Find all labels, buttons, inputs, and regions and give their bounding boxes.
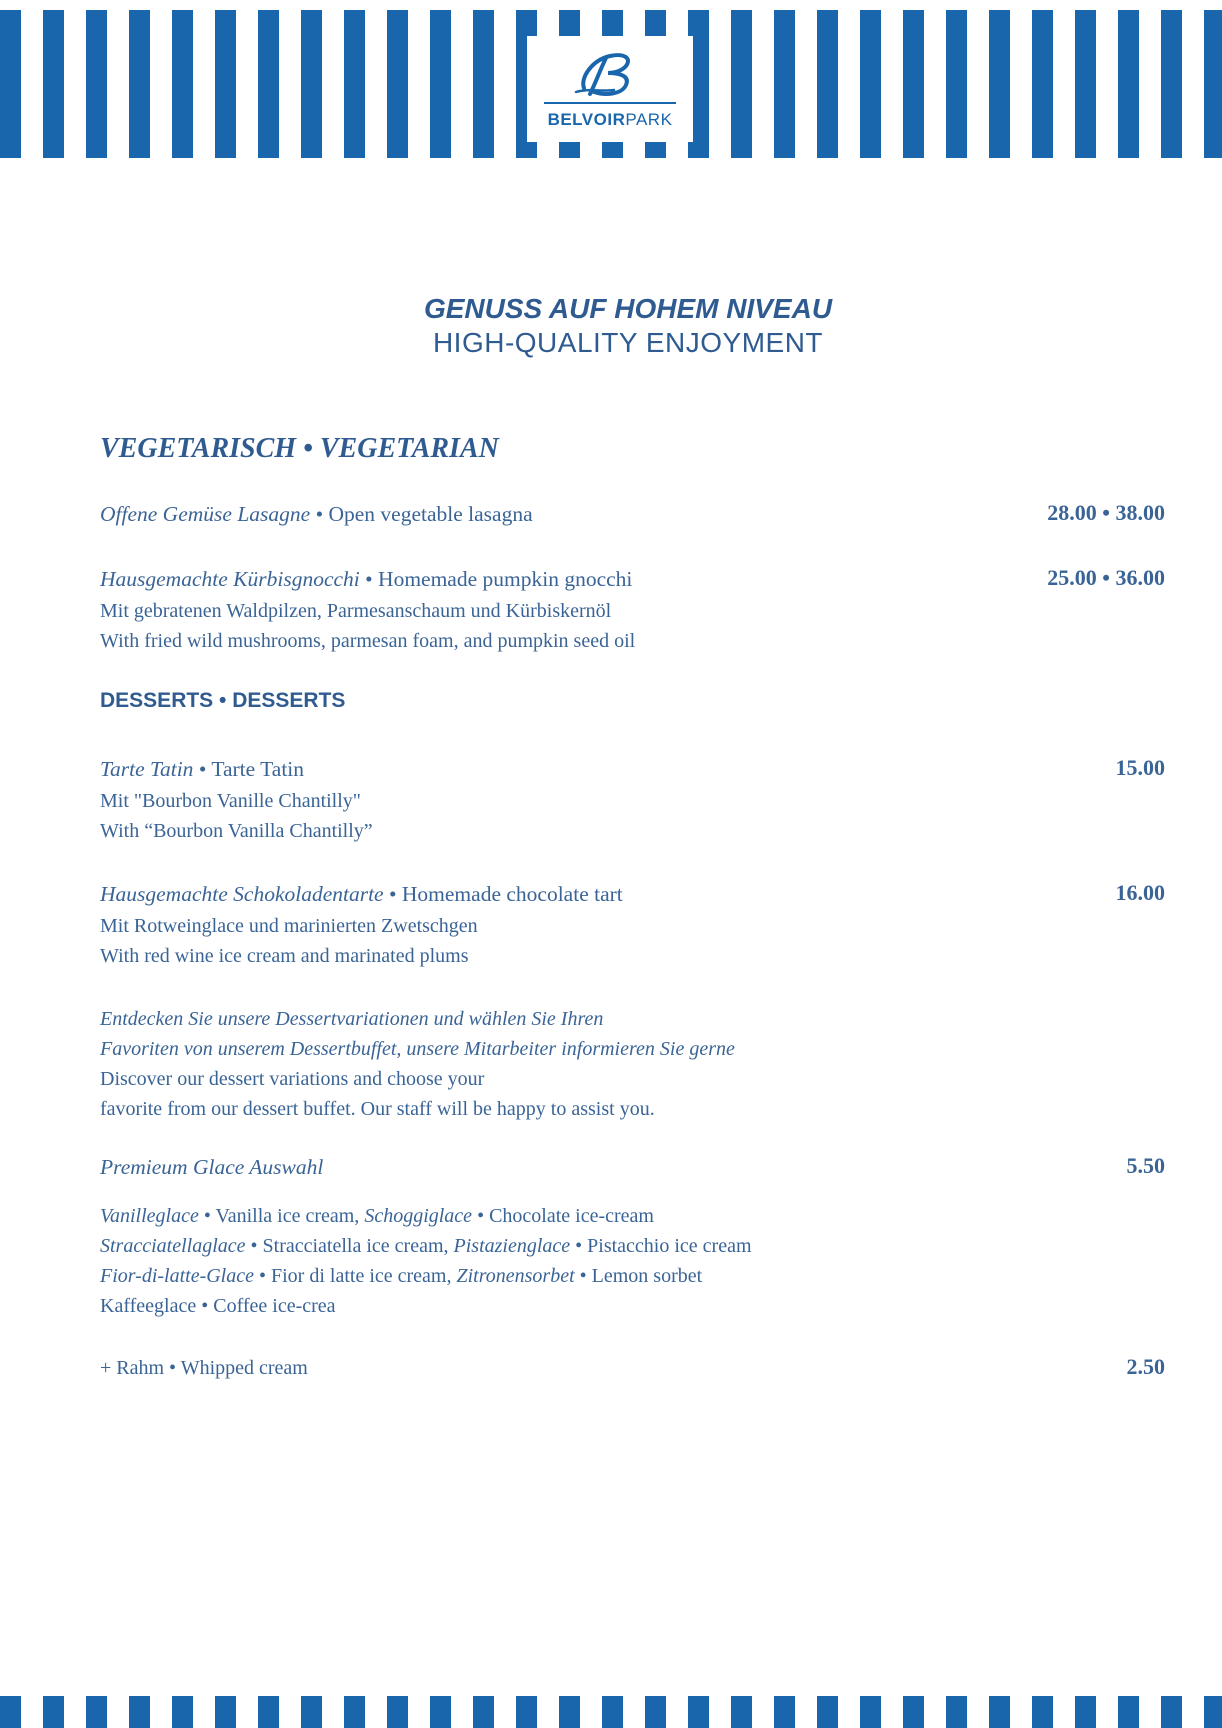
logo-wordmark: BELVOIRPARK (547, 110, 673, 129)
tarte-tatin-desc-en: With “Bourbon Vanilla Chantilly” (100, 820, 373, 842)
page-title-de: GENUSS AUF HOHEM NIVEAU (423, 293, 833, 324)
glace-row-3: Fior-di-latte-Glace • Fior di latte ice cream, Zitronensorbet • Lemon sorbet (100, 1265, 703, 1287)
menu-item-chocolate-tart: Hausgemachte Schokoladentarte • Homemade chocolate tart (100, 882, 623, 906)
dessert-note-en-line1: Discover our dessert variations and choose your (100, 1068, 485, 1090)
glace-row-4: Kaffeeglace • Coffee ice-crea (100, 1295, 336, 1317)
price-glace: 5.50 (1126, 1153, 1165, 1178)
tarte-tatin-desc-de: Mit "Bourbon Vanille Chantilly" (100, 790, 361, 812)
section-heading-vegetarian: VEGETARISCH • VEGETARIAN (100, 433, 499, 464)
price-chocolate-tart: 16.00 (1115, 880, 1165, 905)
gnocchi-desc-de: Mit gebratenen Waldpilzen, Parmesanschaum und Kürbiskernöl (100, 600, 612, 622)
dessert-note-de-line2: Favoriten von unserem Dessertbuffet, unsere Mitarbeiter informieren Sie gerne (100, 1038, 735, 1060)
logo-divider (544, 102, 676, 104)
page-title-en: HIGH-QUALITY ENJOYMENT (432, 327, 824, 358)
logo-monogram-icon (570, 48, 650, 100)
chocolate-tart-desc-de: Mit Rotweinglace und marinierten Zwetschgen (100, 915, 478, 937)
chocolate-tart-desc-en: With red wine ice cream and marinated plums (100, 945, 469, 967)
price-whipped-cream: 2.50 (1126, 1354, 1165, 1379)
glace-selection-title: Premieum Glace Auswahl (100, 1155, 324, 1179)
price-lasagna: 28.00 • 38.00 (1047, 500, 1165, 525)
price-gnocchi: 25.00 • 36.00 (1047, 565, 1165, 590)
glace-row-2: Stracciatellaglace • Stracciatella ice cream, Pistazienglace • Pistacchio ice cream (100, 1235, 752, 1257)
extra-whipped-cream: + Rahm • Whipped cream (100, 1357, 308, 1379)
menu-item-gnocchi: Hausgemachte Kürbisgnocchi • Homemade pumpkin gnocchi (100, 567, 633, 591)
price-tarte-tatin: 15.00 (1115, 755, 1165, 780)
menu-item-tarte-tatin: Tarte Tatin • Tarte Tatin (100, 757, 305, 781)
belvoirpark-logo (527, 36, 693, 142)
dessert-note-de-line1: Entdecken Sie unsere Dessertvariationen und wählen Sie Ihren (100, 1008, 604, 1030)
bottom-stripe-border (0, 1696, 1222, 1728)
section-heading-desserts: DESSERTS • DESSERTS (100, 689, 346, 712)
gnocchi-desc-en: With fried wild mushrooms, parmesan foam, and pumpkin seed oil (100, 630, 636, 652)
glace-row-1: Vanilleglace • Vanilla ice cream, Schoggiglace • Chocolate ice-cream (100, 1205, 654, 1227)
dessert-note-en-line2: favorite from our dessert buffet. Our staff will be happy to assist you. (100, 1098, 655, 1120)
menu-item-lasagna: Offene Gemüse Lasagne • Open vegetable lasagna (100, 502, 533, 526)
